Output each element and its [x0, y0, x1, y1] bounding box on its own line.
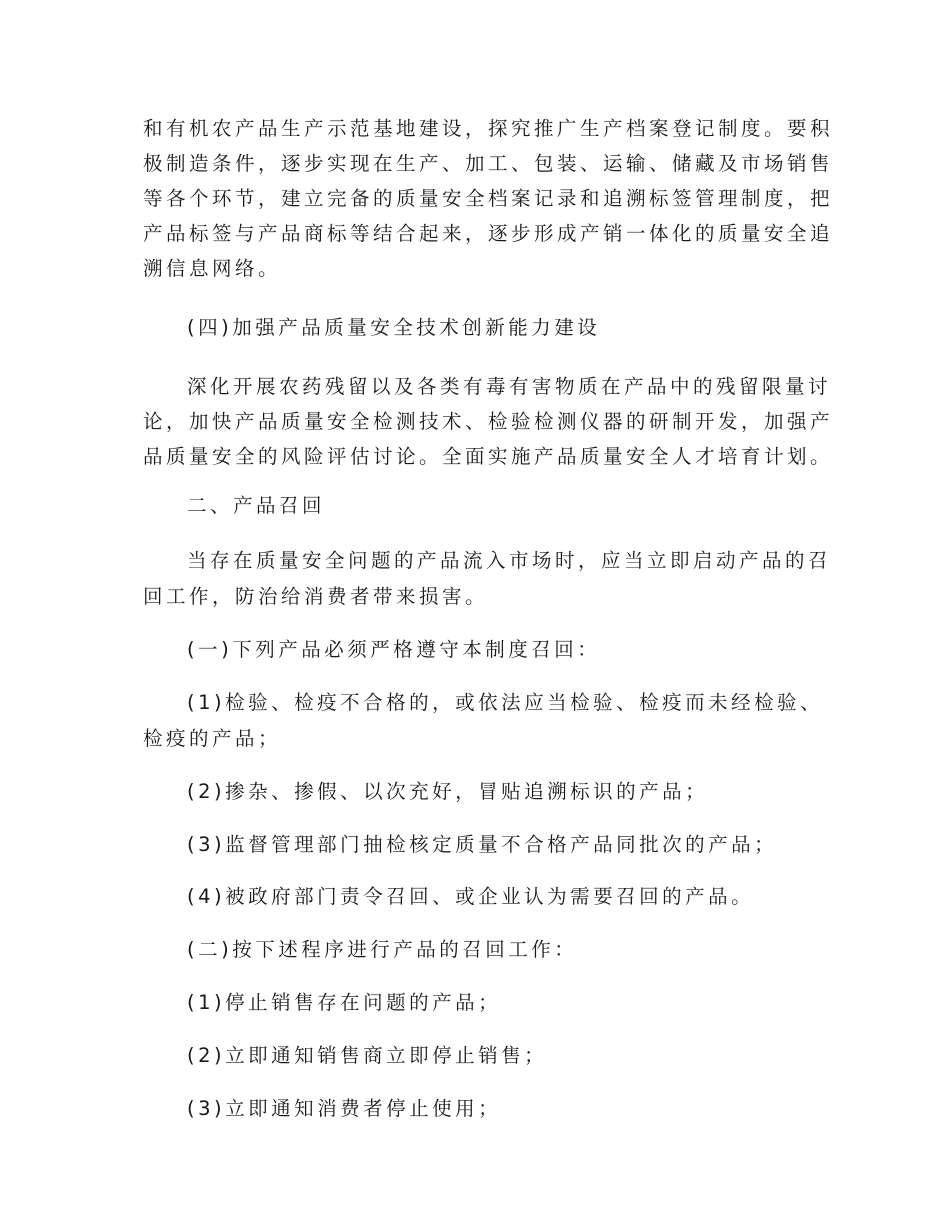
- list-item: (1)检验、检疫不合格的，或依法应当检验、检疫而未经检验、: [187, 691, 824, 714]
- paragraph-line: 回工作，防治给消费者带来损害。: [143, 585, 489, 608]
- paragraph-line: 当存在质量安全问题的产品流入市场时，应当立即启动产品的召: [187, 549, 832, 572]
- paragraph-line: 等各个环节，建立完备的质量安全档案记录和追溯标签管理制度，把: [143, 187, 834, 210]
- section-heading: (四)加强产品质量安全技术创新能力建设: [187, 316, 601, 339]
- paragraph-line: 溯信息网络。: [143, 257, 282, 280]
- paragraph-line: 和有机农产品生产示范基地建设，探究推广生产档案登记制度。要积: [143, 117, 834, 140]
- section-heading: 二、产品召回: [187, 494, 326, 517]
- list-item: (1)停止销售存在问题的产品；: [187, 991, 502, 1014]
- paragraph-line: 论，加快产品质量安全检测技术、检验检测仪器的研制开发，加强产: [143, 410, 834, 433]
- list-item: (2)立即通知销售商立即停止销售；: [187, 1044, 548, 1067]
- subsection-heading: (二)按下述程序进行产品的召回工作：: [187, 938, 578, 961]
- list-item: (4)被政府部门责令召回、或企业认为需要召回的产品。: [187, 885, 755, 908]
- paragraph-line: 深化开展农药残留以及各类有毒有害物质在产品中的残留限量讨: [187, 375, 832, 398]
- list-item: (3)监督管理部门抽检核定质量不合格产品同批次的产品；: [187, 833, 778, 856]
- paragraph-line: 产品标签与产品商标等结合起来，逐步形成产销一体化的质量安全追: [143, 222, 834, 245]
- list-item-continuation: 检疫的产品；: [143, 727, 282, 750]
- list-item: (3)立即通知消费者停止使用；: [187, 1097, 502, 1120]
- paragraph-line: 品质量安全的风险评估讨论。全面实施产品质量安全人才培育计划。: [143, 445, 834, 468]
- list-item: (2)掺杂、掺假、以次充好，冒贴追溯标识的产品；: [187, 780, 709, 803]
- paragraph-line: 极制造条件，逐步实现在生产、加工、包装、运输、储藏及市场销售: [143, 152, 834, 175]
- subsection-heading: (一)下列产品必须严格遵守本制度召回：: [187, 638, 601, 661]
